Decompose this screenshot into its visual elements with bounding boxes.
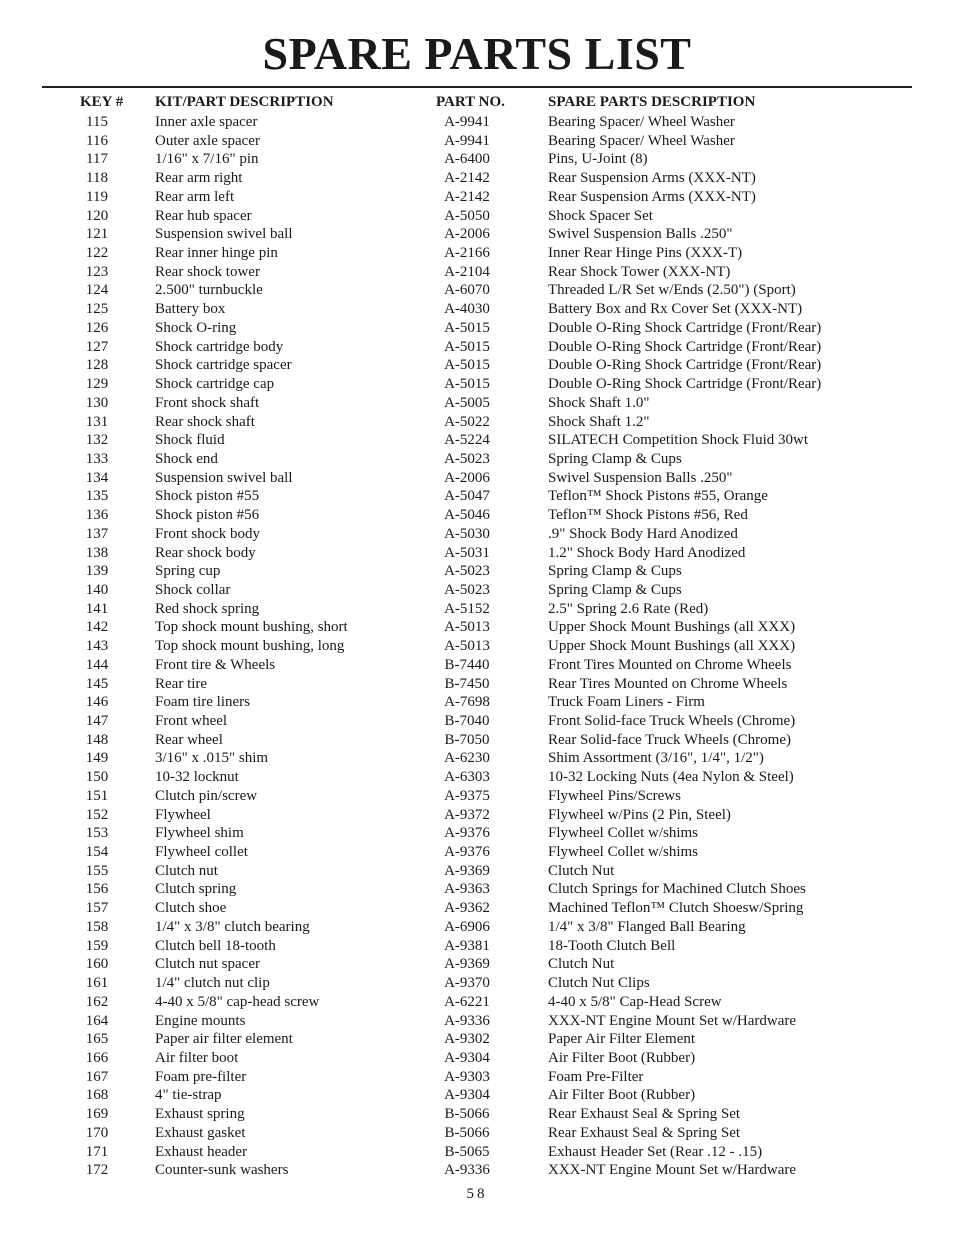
table-row	[0, 618, 954, 637]
kit-description-cell: Top shock mount bushing, long	[155, 638, 345, 655]
part-number-cell: A-9941	[444, 132, 490, 149]
spare-description-cell: Double O-Ring Shock Cartridge (Front/Rear)	[548, 338, 822, 355]
spare-description-cell: Spring Clamp & Cups	[548, 581, 682, 598]
table-row	[0, 768, 954, 787]
table-row	[0, 469, 954, 488]
spare-description-cell: Clutch Springs for Machined Clutch Shoes	[548, 881, 806, 898]
part-number-cell: A-6230	[444, 750, 490, 767]
key-number-cell: 121	[85, 226, 109, 243]
spare-description-cell: Shim Assortment (3/16", 1/4", 1/2")	[548, 750, 764, 767]
key-number-cell: 132	[85, 432, 109, 449]
spare-description-cell: Clutch Nut Clips	[548, 975, 650, 992]
table-row	[0, 581, 954, 600]
key-number-cell: 142	[85, 619, 109, 636]
spare-description-cell: Shock Shaft 1.0"	[548, 394, 650, 411]
table-row	[0, 525, 954, 544]
table-row	[0, 899, 954, 918]
kit-description-cell: 4-40 x 5/8" cap-head screw	[155, 993, 320, 1010]
spare-description-cell: Front Tires Mounted on Chrome Wheels	[548, 656, 792, 673]
part-number-cell: A-2104	[444, 263, 490, 280]
key-number-cell: 126	[85, 319, 109, 336]
table-row	[0, 207, 954, 226]
key-number-cell: 127	[85, 338, 109, 355]
kit-description-cell: 2.500" turnbuckle	[155, 282, 263, 299]
kit-description-cell: 1/16" x 7/16" pin	[155, 151, 259, 168]
kit-description-cell: Rear shock body	[155, 544, 256, 561]
spare-description-cell: 4-40 x 5/8" Cap-Head Screw	[548, 993, 722, 1010]
key-number-cell: 160	[85, 956, 109, 973]
part-number-cell: B-7040	[444, 713, 490, 729]
table-row	[0, 600, 954, 619]
spare-description-cell: XXX-NT Engine Mount Set w/Hardware	[548, 1162, 797, 1179]
part-number-cell: A-5030	[444, 525, 490, 542]
part-number-cell: A-2142	[444, 188, 490, 205]
part-number-cell: A-2166	[444, 245, 490, 262]
spare-description-cell: Rear Shock Tower (XXX-NT)	[548, 263, 731, 280]
kit-description-cell: Front wheel	[155, 713, 228, 729]
spare-description-cell: Machined Teflon™ Clutch Shoesw/Spring	[548, 900, 804, 917]
kit-description-cell: Rear wheel	[155, 731, 223, 748]
spare-description-cell: Upper Shock Mount Bushings (all XXX)	[548, 638, 796, 655]
table-row	[0, 974, 954, 993]
spare-description-cell: Rear Suspension Arms (XXX-NT)	[548, 170, 756, 187]
kit-description-cell: Red shock spring	[155, 600, 260, 617]
table-row	[0, 394, 954, 413]
part-number-cell: A-5224	[444, 432, 490, 449]
part-number-cell: A-5023	[444, 563, 490, 580]
key-number-cell: 161	[85, 975, 109, 992]
part-number-cell: A-5005	[444, 394, 490, 411]
spare-description-cell: Pins, U-Joint (8)	[548, 151, 648, 168]
key-number-cell: 167	[85, 1068, 109, 1085]
table-row	[0, 132, 954, 151]
spare-description-cell: Bearing Spacer/ Wheel Washer	[548, 132, 735, 149]
table-row	[0, 188, 954, 207]
table-row	[0, 225, 954, 244]
table-row	[0, 880, 954, 899]
kit-description-cell: Flywheel shim	[155, 825, 244, 842]
part-number-cell: B-7450	[444, 675, 490, 692]
table-row	[0, 1143, 954, 1162]
key-number-cell: 152	[85, 806, 109, 823]
spare-description-cell: Flywheel w/Pins (2 Pin, Steel)	[548, 806, 731, 823]
key-number-cell: 141	[85, 600, 109, 617]
spare-description-cell: Teflon™ Shock Pistons #56, Red	[548, 507, 748, 524]
part-number-cell: B-7440	[444, 656, 490, 673]
spare-description-cell: 18-Tooth Clutch Bell	[548, 937, 676, 954]
kit-description-cell: Rear inner hinge pin	[155, 245, 278, 262]
kit-description-cell: Suspension swivel ball	[155, 469, 293, 486]
kit-description-cell: Battery box	[155, 301, 226, 318]
kit-description-cell: Foam tire liners	[155, 694, 250, 711]
part-number-cell: A-9303	[444, 1068, 490, 1085]
key-number-cell: 155	[85, 862, 109, 879]
kit-description-cell: Air filter boot	[155, 1049, 239, 1066]
page-number: 58	[466, 1186, 488, 1202]
spare-description-cell: Double O-Ring Shock Cartridge (Front/Rear)	[548, 376, 822, 393]
kit-description-cell: Top shock mount bushing, short	[155, 619, 348, 636]
part-number-cell: B-7050	[444, 731, 490, 748]
table-row	[0, 1086, 954, 1105]
key-number-cell: 140	[85, 581, 109, 598]
kit-description-cell: 3/16" x .015" shim	[155, 750, 269, 767]
table-row	[0, 843, 954, 862]
spare-description-cell: 1.2" Shock Body Hard Anodized	[548, 544, 746, 561]
spare-description-cell: Exhaust Header Set (Rear .12 - .15)	[548, 1143, 763, 1160]
part-number-cell: A-9363	[444, 881, 490, 898]
table-row	[0, 450, 954, 469]
part-number-cell: A-9304	[444, 1049, 490, 1066]
spare-description-cell: Spring Clamp & Cups	[548, 450, 682, 467]
table-row	[0, 637, 954, 656]
kit-description-cell: Spring cup	[155, 563, 221, 580]
kit-description-cell: Clutch shoe	[155, 900, 227, 917]
key-number-cell: 171	[85, 1143, 109, 1160]
table-row	[0, 506, 954, 525]
spare-description-cell: SILATECH Competition Shock Fluid 30wt	[548, 432, 809, 449]
spare-description-cell: Double O-Ring Shock Cartridge (Front/Rear)	[548, 357, 822, 374]
part-number-cell: A-5015	[444, 357, 490, 374]
spare-description-cell: Foam Pre-Filter	[548, 1068, 644, 1085]
key-number-cell: 157	[85, 900, 109, 917]
key-number-cell: 148	[85, 731, 109, 748]
key-number-cell: 153	[85, 825, 109, 842]
key-number-cell: 172	[85, 1162, 109, 1179]
kit-description-cell: Engine mounts	[155, 1012, 246, 1029]
spare-description-cell: Rear Exhaust Seal & Spring Set	[548, 1124, 741, 1141]
part-number-cell: A-2006	[444, 226, 490, 243]
table-row	[0, 993, 954, 1012]
key-number-cell: 125	[85, 301, 109, 318]
spare-description-cell: Clutch Nut	[548, 862, 615, 879]
table-row	[0, 544, 954, 563]
spare-description-cell: Upper Shock Mount Bushings (all XXX)	[548, 619, 796, 636]
key-number-cell: 133	[85, 450, 109, 467]
part-number-cell: A-9302	[444, 1031, 490, 1048]
part-number-cell: A-2006	[444, 469, 490, 486]
key-number-cell: 151	[85, 787, 109, 804]
spare-description-cell: Inner Rear Hinge Pins (XXX-T)	[548, 245, 743, 262]
kit-description-cell: Shock cartridge body	[155, 338, 284, 355]
header-part-number: PART NO.	[436, 94, 505, 110]
part-number-cell: A-5031	[444, 544, 490, 561]
kit-description-cell: Shock collar	[155, 581, 231, 598]
part-number-cell: A-5015	[444, 338, 490, 355]
key-number-cell: 149	[85, 750, 109, 767]
table-row	[0, 937, 954, 956]
spare-description-cell: 2.5" Spring 2.6 Rate (Red)	[548, 600, 709, 617]
key-number-cell: 129	[85, 376, 109, 393]
table-row	[0, 263, 954, 282]
kit-description-cell: 1/4" clutch nut clip	[155, 975, 270, 992]
spare-description-cell: Rear Exhaust Seal & Spring Set	[548, 1106, 741, 1123]
header-key: KEY #	[80, 94, 124, 110]
kit-description-cell: Shock end	[155, 450, 218, 467]
key-number-cell: 143	[85, 638, 109, 655]
part-number-cell: B-5066	[444, 1106, 490, 1123]
spare-description-cell: Truck Foam Liners - Firm	[548, 694, 705, 711]
part-number-cell: A-6303	[444, 769, 490, 786]
kit-description-cell: Shock piston #56	[155, 507, 260, 524]
table-row	[0, 244, 954, 263]
table-row	[0, 338, 954, 357]
title-divider	[42, 86, 912, 88]
kit-description-cell: Rear tire	[155, 675, 208, 692]
kit-description-cell: Clutch bell 18-tooth	[155, 937, 276, 954]
key-number-cell: 116	[86, 132, 108, 149]
spare-description-cell: Air Filter Boot (Rubber)	[548, 1087, 696, 1104]
part-number-cell: A-9941	[444, 114, 490, 130]
part-number-cell: A-5015	[444, 376, 490, 393]
key-number-cell: 134	[85, 469, 109, 486]
table-row	[0, 1068, 954, 1087]
table-row	[0, 413, 954, 432]
table-row	[0, 300, 954, 319]
kit-description-cell: Counter-sunk washers	[155, 1162, 289, 1179]
key-number-cell: 170	[85, 1124, 109, 1141]
kit-description-cell: Shock piston #55	[155, 488, 260, 505]
kit-description-cell: Exhaust gasket	[155, 1124, 246, 1141]
kit-description-cell: Exhaust header	[155, 1143, 248, 1160]
key-number-cell: 137	[85, 525, 109, 542]
key-number-cell: 138	[85, 544, 109, 561]
key-number-cell: 120	[85, 207, 109, 224]
table-row	[0, 806, 954, 825]
key-number-cell: 115	[86, 114, 108, 130]
key-number-cell: 139	[85, 563, 109, 580]
kit-description-cell: Front shock body	[155, 525, 260, 542]
part-number-cell: A-9369	[444, 956, 490, 973]
key-number-cell: 159	[85, 937, 109, 954]
spare-description-cell: Battery Box and Rx Cover Set (XXX-NT)	[548, 301, 803, 318]
table-row	[0, 918, 954, 937]
table-row	[0, 862, 954, 881]
spare-description-cell: Flywheel Collet w/shims	[548, 844, 698, 861]
table-row	[0, 562, 954, 581]
part-number-cell: A-5152	[444, 600, 490, 617]
spare-description-cell: Bearing Spacer/ Wheel Washer	[548, 114, 735, 130]
kit-description-cell: Clutch nut	[155, 862, 218, 879]
key-number-cell: 135	[85, 488, 109, 505]
kit-description-cell: 10-32 locknut	[155, 769, 239, 786]
kit-description-cell: Outer axle spacer	[155, 132, 260, 149]
kit-description-cell: Shock cartridge cap	[155, 376, 275, 393]
table-row	[0, 675, 954, 694]
kit-description-cell: Suspension swivel ball	[155, 226, 293, 243]
table-row	[0, 1161, 954, 1180]
key-number-cell: 136	[85, 507, 109, 524]
part-number-cell: A-6906	[444, 918, 490, 935]
part-number-cell: A-6221	[444, 993, 490, 1010]
part-number-cell: A-5022	[444, 413, 490, 430]
key-number-cell: 144	[85, 656, 109, 673]
kit-description-cell: Rear arm left	[155, 188, 235, 205]
spare-description-cell: 10-32 Locking Nuts (4ea Nylon & Steel)	[548, 769, 794, 786]
key-number-cell: 156	[85, 881, 109, 898]
part-number-cell: A-2142	[444, 170, 490, 187]
part-number-cell: A-9336	[444, 1162, 490, 1179]
key-number-cell: 162	[85, 993, 109, 1010]
key-number-cell: 130	[85, 394, 109, 411]
table-row	[0, 356, 954, 375]
kit-description-cell: Shock cartridge spacer	[155, 357, 292, 374]
key-number-cell: 131	[85, 413, 109, 430]
part-number-cell: A-5046	[444, 507, 490, 524]
key-number-cell: 154	[85, 844, 109, 861]
table-row	[0, 1012, 954, 1031]
key-number-cell: 124	[85, 282, 109, 299]
kit-description-cell: Front tire & Wheels	[155, 656, 276, 673]
table-row	[0, 824, 954, 843]
key-number-cell: 128	[85, 357, 109, 374]
part-number-cell: A-9336	[444, 1012, 490, 1029]
part-number-cell: A-5015	[444, 319, 490, 336]
spare-description-cell: 1/4" x 3/8" Flanged Ball Bearing	[548, 918, 746, 935]
spare-description-cell: Spring Clamp & Cups	[548, 563, 682, 580]
spare-description-cell: Flywheel Pins/Screws	[548, 787, 681, 804]
part-number-cell: A-4030	[444, 301, 490, 318]
header-spare-description: SPARE PARTS DESCRIPTION	[548, 94, 756, 110]
key-number-cell: 122	[85, 245, 109, 262]
table-row	[0, 712, 954, 731]
table-row	[0, 281, 954, 300]
spare-description-cell: .9" Shock Body Hard Anodized	[548, 525, 738, 542]
key-number-cell: 168	[85, 1087, 109, 1104]
part-number-cell: A-9370	[444, 975, 490, 992]
key-number-cell: 145	[85, 675, 109, 692]
part-number-cell: A-5050	[444, 207, 490, 224]
part-number-cell: B-5065	[444, 1143, 490, 1160]
kit-description-cell: Clutch nut spacer	[155, 956, 260, 973]
header-kit-description: KIT/PART DESCRIPTION	[155, 94, 334, 110]
table-row	[0, 113, 954, 132]
kit-description-cell: 1/4" x 3/8" clutch bearing	[155, 918, 310, 935]
part-number-cell: A-9376	[444, 825, 490, 842]
spare-description-cell: Shock Spacer Set	[548, 207, 653, 224]
table-row	[0, 487, 954, 506]
table-row	[0, 431, 954, 450]
spare-description-cell: Air Filter Boot (Rubber)	[548, 1049, 696, 1066]
table-row	[0, 319, 954, 338]
spare-description-cell: Paper Air Filter Element	[548, 1031, 696, 1048]
kit-description-cell: Flywheel collet	[155, 844, 248, 861]
part-number-cell: A-5047	[444, 488, 490, 505]
key-number-cell: 119	[86, 188, 108, 205]
key-number-cell: 165	[85, 1031, 109, 1048]
table-row	[0, 150, 954, 169]
kit-description-cell: Paper air filter element	[155, 1031, 293, 1048]
table-row	[0, 787, 954, 806]
table-row	[0, 375, 954, 394]
part-number-cell: A-6400	[444, 151, 490, 168]
parts-table	[0, 113, 954, 1180]
kit-description-cell: Foam pre-filter	[155, 1068, 247, 1085]
spare-description-cell: Swivel Suspension Balls .250"	[548, 226, 733, 243]
spare-description-cell: Shock Shaft 1.2"	[548, 413, 650, 430]
key-number-cell: 158	[85, 918, 109, 935]
table-row	[0, 1124, 954, 1143]
part-number-cell: A-5013	[444, 638, 490, 655]
kit-description-cell: Inner axle spacer	[155, 114, 258, 130]
part-number-cell: A-9372	[444, 806, 490, 823]
table-row	[0, 749, 954, 768]
spare-description-cell: Rear Solid-face Truck Wheels (Chrome)	[548, 731, 791, 748]
part-number-cell: A-5013	[444, 619, 490, 636]
part-number-cell: A-5023	[444, 581, 490, 598]
part-number-cell: B-5066	[444, 1124, 490, 1141]
spare-description-cell: Flywheel Collet w/shims	[548, 825, 698, 842]
key-number-cell: 146	[85, 694, 109, 711]
table-row	[0, 693, 954, 712]
part-number-cell: A-9376	[444, 844, 490, 861]
spare-description-cell: Threaded L/R Set w/Ends (2.50") (Sport)	[548, 282, 796, 299]
key-number-cell: 166	[85, 1049, 109, 1066]
kit-description-cell: 4" tie-strap	[155, 1087, 222, 1104]
key-number-cell: 118	[86, 170, 108, 187]
table-row	[0, 1049, 954, 1068]
spare-description-cell: XXX-NT Engine Mount Set w/Hardware	[548, 1012, 797, 1029]
kit-description-cell: Exhaust spring	[155, 1106, 245, 1123]
kit-description-cell: Rear shock tower	[155, 263, 260, 280]
table-row	[0, 169, 954, 188]
part-number-cell: A-9375	[444, 787, 490, 804]
kit-description-cell: Shock O-ring	[155, 319, 237, 336]
table-row	[0, 731, 954, 750]
kit-description-cell: Rear hub spacer	[155, 207, 252, 224]
part-number-cell: A-9381	[444, 937, 490, 954]
part-number-cell: A-6070	[444, 282, 490, 299]
key-number-cell: 169	[85, 1106, 109, 1123]
key-number-cell: 164	[85, 1012, 109, 1029]
table-row	[0, 955, 954, 974]
spare-description-cell: Swivel Suspension Balls .250"	[548, 469, 733, 486]
kit-description-cell: Shock fluid	[155, 432, 225, 449]
key-number-cell: 123	[85, 263, 109, 280]
kit-description-cell: Clutch pin/screw	[155, 787, 258, 804]
spare-description-cell: Front Solid-face Truck Wheels (Chrome)	[548, 713, 796, 729]
kit-description-cell: Rear arm right	[155, 170, 243, 187]
kit-description-cell: Front shock shaft	[155, 394, 260, 411]
part-number-cell: A-9369	[444, 862, 490, 879]
kit-description-cell: Flywheel	[155, 806, 211, 823]
table-row	[0, 1105, 954, 1124]
kit-description-cell: Clutch spring	[155, 881, 237, 898]
part-number-cell: A-9362	[444, 900, 490, 917]
spare-description-cell: Double O-Ring Shock Cartridge (Front/Rear)	[548, 319, 822, 336]
key-number-cell: 150	[85, 769, 109, 786]
spare-description-cell: Clutch Nut	[548, 956, 615, 973]
part-number-cell: A-7698	[444, 694, 490, 711]
part-number-cell: A-5023	[444, 450, 490, 467]
spare-description-cell: Teflon™ Shock Pistons #55, Orange	[548, 488, 768, 505]
key-number-cell: 117	[86, 151, 108, 168]
part-number-cell: A-9304	[444, 1087, 490, 1104]
spare-description-cell: Rear Tires Mounted on Chrome Wheels	[548, 675, 788, 692]
key-number-cell: 147	[85, 713, 109, 729]
page-title: SPARE PARTS LIST	[262, 28, 692, 79]
table-row	[0, 1030, 954, 1049]
spare-description-cell: Rear Suspension Arms (XXX-NT)	[548, 188, 756, 205]
kit-description-cell: Rear shock shaft	[155, 413, 255, 430]
table-row	[0, 656, 954, 675]
